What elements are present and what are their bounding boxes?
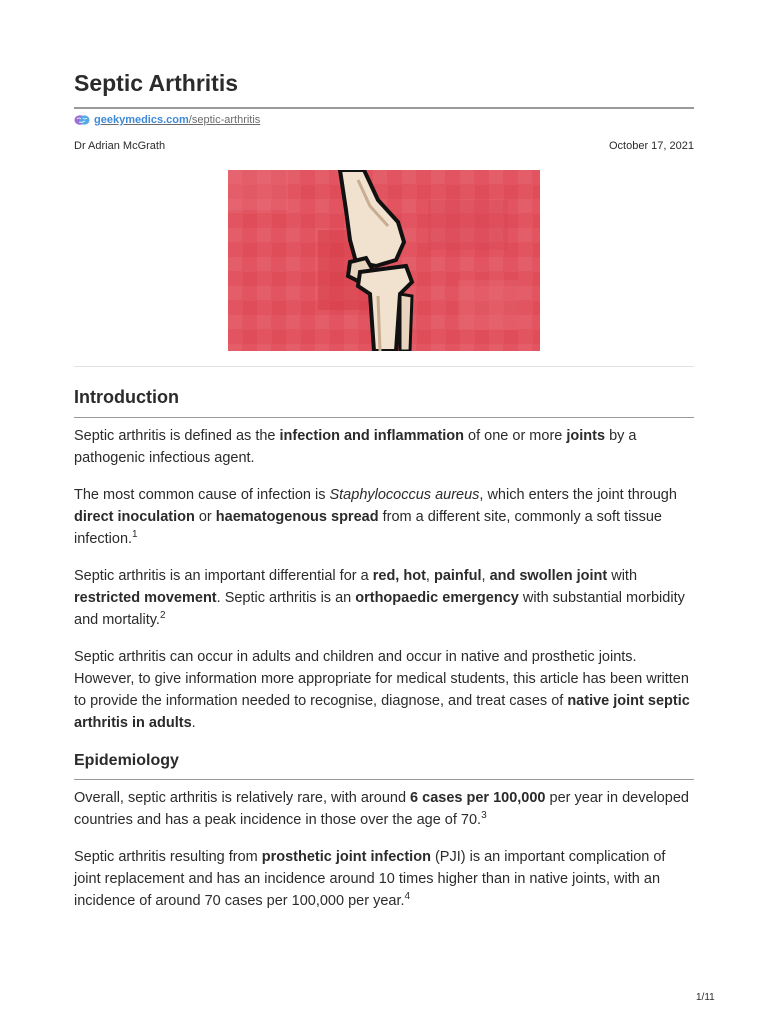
source-domain: geekymedics.com [94, 114, 189, 126]
section-divider [74, 779, 694, 780]
source-link[interactable] [94, 114, 260, 126]
hero-image [228, 170, 540, 351]
section-heading-introduction: Introduction [74, 387, 179, 407]
source-path: /septic-arthritis [188, 114, 261, 126]
source-line [74, 114, 260, 126]
epidemiology-paragraph-2: Septic arthritis resulting from prosthetic joint infection (PJI) is an important complication of joint replacement and has an incidence around 10 times higher than in native joints, with an incidence of around 70 cases per 100,000 per year.$^4$ [74, 849, 666, 909]
footnote-ref[interactable]: 2 [159, 610, 166, 622]
section-heading-epidemiology: Epidemiology [74, 752, 179, 769]
author-name: Dr Adrian McGrath [74, 140, 166, 152]
intro-paragraph-2: The most common cause of infection is Staphylococcus aureus, which enters the joint through direct inoculation or haematogenous spread from a different site, commonly a soft tissue infection.$^1$ [74, 487, 677, 547]
knee-joint-illustration [228, 170, 540, 351]
intro-paragraph-3: Septic arthritis is an important differential for a red, hot, painful, and swollen joint with restricted movement. Septic arthritis is an orthopaedic emergency with substantial morbidity and mortality.$^2$ [74, 568, 685, 628]
footnote-ref[interactable]: 3 [481, 810, 487, 822]
article-meta [74, 140, 694, 152]
hero-divider [74, 366, 694, 367]
intro-paragraph-1: Septic arthritis is defined as the infection and inflammation of one or more joints by a pathogenic infectious agent. [74, 428, 637, 466]
title-divider [74, 107, 694, 109]
page-title: Septic Arthritis [74, 70, 239, 96]
footnote-ref[interactable]: 1 [132, 529, 138, 541]
intro-paragraph-4: Septic arthritis can occur in adults and children and occur in native and prosthetic joints. However, to give information more appropriate for medical students, this article has been written to provide the information needed to recognise, diagnose, and treat cases of native joint septic arthritis in adults. [74, 649, 690, 731]
section-divider [74, 417, 694, 418]
publish-date: October 17, 2021 [608, 140, 694, 152]
page-number: 1/11 [696, 992, 715, 1003]
epidemiology-paragraph-1: Overall, septic arthritis is relatively rare, with around 6 cases per 100,000 per year in developed countries and has a peak incidence in those over the age of 70.$^3$ [74, 790, 689, 828]
brain-icon [74, 114, 90, 126]
footnote-ref[interactable]: 4 [404, 891, 411, 903]
